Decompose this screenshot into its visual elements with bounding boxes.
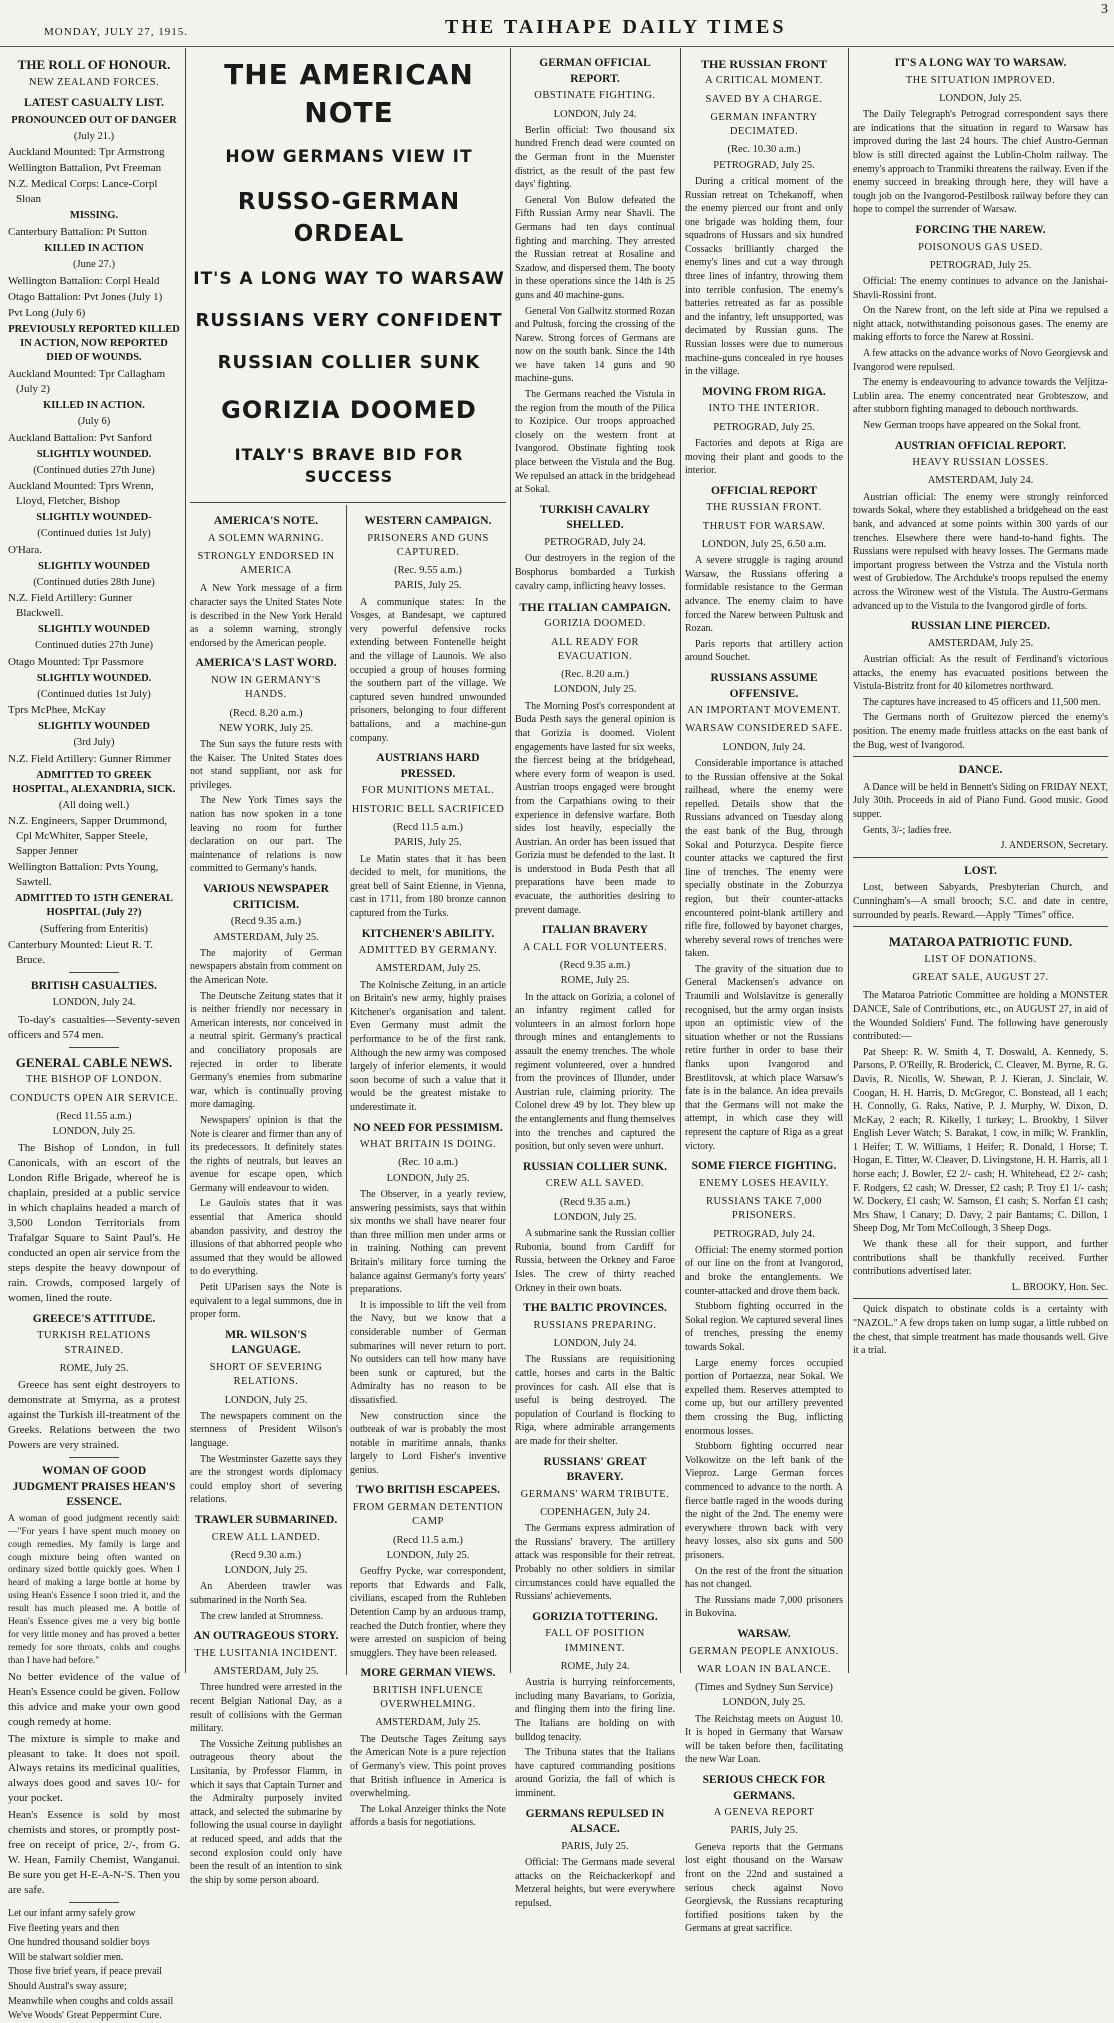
column-4 <box>685 50 843 1935</box>
verse-line: Will be stalwart soldier men. <box>8 1951 124 1963</box>
column-rule <box>346 505 347 1675</box>
article-subtitle: A GENEVA REPORT <box>713 1807 815 1819</box>
article-subtitle: GERMANS' WARM TRIBUTE. <box>520 1488 670 1500</box>
article-title: WESTERN CAMPAIGN. <box>364 515 492 527</box>
article-title: RUSSIANS' GREAT BRAVERY. <box>543 1455 647 1484</box>
article-text: The Germans reached the Vistula in the region from the mouth of the Pilica to Kozipice. Our troops approached closely on the western front at Ivangorod. Obstinate fighting took place between the Vistula and the Bug. We repulsed an attack in the bridgehead at Sokal. <box>515 389 675 496</box>
verse-line: Meanwhile when coughs and colds assail <box>8 1995 174 2007</box>
dateline: LONDON, July 25. <box>52 1126 136 1138</box>
casualty-category: PREVIOUSLY REPORTED KILLED IN ACTION, NOW REPORTED DIED OF WOUNDS. <box>8 323 180 364</box>
received-time: (Recd 11.5 a.m.) <box>393 822 463 833</box>
casualty-category: MISSING. <box>69 209 119 221</box>
article-subtitle: AN IMPORTANT MOVEMENT. <box>687 705 841 717</box>
article-title: AUSTRIANS HARD PRESSED. <box>376 752 480 780</box>
article-text: It is impossible to lift the veil from the Navy, but we know that a considerable number of German submarines will never return to port. No outsiders can tell how many have been sunk or captured, but the Admiralty has no reason to be dissatisfied. <box>350 1299 506 1406</box>
advert-text: The mixture is simple to make and pleasant to take. It does not spoil. Always retains its medicinal qualities, always does good and saves 10/- for your pocket. <box>8 1732 180 1805</box>
article-title: THE BISHOP OF LONDON. <box>25 1074 163 1086</box>
dateline: LONDON, July 24. <box>553 108 637 120</box>
article-text: A severe struggle is raging around Warsaw, the Russians offering a formidable resistance to the German advance. The enemy claim to have forced the Narew between Pultusk and Rozan. <box>685 555 843 635</box>
article-title: AUSTRIAN OFFICIAL REPORT. <box>895 439 1066 452</box>
casualty-entry: O'Hara. <box>8 543 43 556</box>
article-title: OFFICIAL REPORT <box>711 484 817 497</box>
headline-2: HOW GERMANS VIEW IT <box>225 147 473 168</box>
dateline: PARIS, July 25. <box>394 837 462 849</box>
received-time: (Rec. 9.55 a.m.) <box>394 565 462 577</box>
verse-line: Should Austral's sway assure; <box>8 1981 127 1992</box>
article-text: Austrian official: As the result of Ferdinand's victorious attacks, the enemy has evacuated positions between the Vistula-Bistritz front for 40 kilometres northward. <box>853 653 1108 693</box>
dance-title: DANCE. <box>958 764 1003 777</box>
article-title: MR. WILSON'S LANGUAGE. <box>225 1328 307 1357</box>
article-subtitle: GERMAN INFANTRY DECIMATED. <box>710 111 818 138</box>
article-title: THE RUSSIAN FRONT <box>700 57 828 71</box>
casualty-category: SLIGHTLY WOUNDED <box>38 721 150 733</box>
casualty-entry: Auckland Mounted: Tpr Callagham (July 2) <box>8 368 166 396</box>
article-text: The Bishop of London, in full Canonicals, with an escort of the London Rifle Brigade, whereof he is chaplain, presided at a public service in which chaplains headed a march of 3,500 London Territorials from Trafalgar Square to Saint Paul's. He conducted an open air service from the steps despite the heavy downpour of rain. Crowds, composed largely of women, lined the route. <box>8 1142 180 1304</box>
verse-line: Five fleeting years and then <box>8 1922 120 1934</box>
article-text: General Von Bulow defeated the Fifth Russian Army near Shavli. The Germans had ten days continual fighting and marching. They arrested the Russian retreat at Rosaline and Szadow, and dispersed them. The booty in these operations since the 14th is 25 guns and 40 machine-guns. <box>515 194 675 301</box>
casualty-date: (June 27.) <box>73 259 115 271</box>
article-subtitle: ENEMY LOSES HEAVILY. <box>699 1177 829 1189</box>
casualty-entry: Otago Mounted: Tpr Passmore <box>8 655 144 668</box>
received-time: (Times and Sydney Sun Service) <box>695 1682 833 1694</box>
fund-text: The Mataroa Patriotic Committee are holding a MONSTER DANCE, Sale of Contributions, etc., on AUGUST 27, in aid of the Wounded Soldiers' Fund. The following have generously contributed:— <box>853 990 1108 1043</box>
article-subtitle: FROM GERMAN DETENTION CAMP <box>352 1502 504 1528</box>
dateline: LONDON, July 25, 6.50 a.m. <box>701 538 827 550</box>
fund-signature: L. BROOKY, Hon. Sec. <box>1011 1281 1108 1293</box>
article-subtitle: TURKISH RELATIONS STRAINED. <box>37 1330 151 1356</box>
casualty-category: SLIGHTLY WOUNDED <box>38 560 150 572</box>
article-subtitle: ADMITTED BY GERMANY. <box>358 945 498 957</box>
casualty-category: SLIGHTLY WOUNDED. <box>36 448 152 460</box>
headline-7: GORIZIA DOOMED <box>221 395 477 424</box>
casualty-entry: Pvt Long (July 6) <box>8 306 86 319</box>
article-text: Petit UParisen says the Note is equivalent to a legal summons, due in proper form. <box>190 1282 342 1321</box>
article-text: Le Gaulois states that it was essential that America should abandon passivity, and destroy the illusions of that abhorred people who assumed that they would be allowed to do everything. <box>190 1198 342 1278</box>
article-subtitle: WHAT BRITAIN IS DOING. <box>359 1139 497 1151</box>
article-title: TWO BRITISH ESCAPEES. <box>355 1484 501 1497</box>
article-text: The Observer, in a yearly review, answering pessimists, says that within six months we shall have nearer four than three million men under arms or in training. Nothing can prevent Britain's military force turning the balance against Germany's forty years' preparations. <box>350 1189 506 1296</box>
dateline: PETROGRAD, July 25. <box>713 159 815 171</box>
casualty-category: KILLED IN ACTION. <box>43 400 145 412</box>
casualty-category: PRONOUNCED OUT OF DANGER <box>11 114 177 126</box>
dateline: AMSTERDAM, July 25. <box>213 1666 319 1678</box>
dateline: LONDON, July 25. <box>224 1565 308 1577</box>
divider <box>69 1902 119 1903</box>
article-subtitle: HISTORIC BELL SACRIFICED <box>351 803 505 815</box>
article-subtitle: STRONGLY ENDORSED IN AMERICA <box>197 550 335 577</box>
headline-block <box>192 50 506 502</box>
article-text: Official: The enemy stormed portion of our line on the front at Ivangorod, and broke the entanglements. We counter-attacked and drove them back. <box>685 1244 843 1297</box>
dateline: AMSTERDAM, July 25. <box>927 637 1034 649</box>
lost-title: LOST. <box>964 864 997 877</box>
article-text: The Reichstag meets on August 10. It is hoped in Germany that Warsaw will be taken before then, facilitating the new War Loan. <box>685 1713 843 1766</box>
latest-list-title: LATEST CASUALTY LIST. <box>23 96 165 109</box>
article-text: A few attacks on the advance works of Novo Georgievsk and Ivangorod were repulsed. <box>853 348 1108 373</box>
casualty-entry: Otago Battalion: Pvt Jones (July 1) <box>8 290 163 303</box>
section-divider <box>190 502 506 503</box>
divider <box>853 1298 1108 1299</box>
page-number: 3 <box>1101 2 1108 17</box>
article-text: On the Narew front, on the left side at Pina we repulsed a night attack, notwithstanding poisonous gases. The enemy are making efforts to force the Narew at Rossini. <box>853 305 1108 344</box>
casualty-date: (3rd July) <box>73 737 115 749</box>
article-title: ITALIAN BRAVERY <box>541 924 649 937</box>
received-time: (Rec. 8.20 a.m.) <box>561 669 629 681</box>
dateline: PARIS, July 25. <box>561 1840 629 1852</box>
headline-8: ITALY'S BRAVE BID FOR SUCCESS <box>234 445 464 487</box>
fund-subtitle: GREAT SALE, AUGUST 27. <box>912 972 1049 984</box>
article-text: Large enemy forces occupied portion of Portaezza, near Sokal. We expelled them. Reserves attempted to come up, but our artillery prevented them crossing the Bug, inflicting enormous losses. <box>685 1357 843 1437</box>
casualty-entry: N.Z. Engineers, Sapper Drummond, Cpl McWhiter, Sapper Steele, Sapper Jenner <box>8 815 168 858</box>
article-text: A New York message of a firm character says the United States Note is described in the New York Herald as a solemn warning, strongly endorsed by the American people. <box>190 583 342 649</box>
article-title: TRAWLER SUBMARINED. <box>194 1514 338 1527</box>
article-text: A submarine sank the Russian collier Rubonia, bound from Cardiff for Russia, between the Orkney and Faroe Isles. The crew of thirty reached Orkney in their own boats. <box>515 1228 675 1294</box>
article-text: The newspapers comment on the sternness of President Wilson's language. <box>190 1410 342 1450</box>
received-time: (Rec. 10.30 a.m.) <box>727 144 801 156</box>
fund-text: We thank these all for their support, and further contributions shall be thankfully received. Further contributions advertised later. <box>853 1239 1108 1278</box>
casualty-entry: Wellington Battalion, Pvt Freeman <box>8 162 162 175</box>
masthead <box>0 0 1114 47</box>
dateline: PETROGRAD, July 25. <box>713 421 815 433</box>
article-text: A communique states: In the Vosges, at Bandesapt, we captured very powerful defensive rocks extending between Fontenelle height and the village of Launois. We also occupied a group of houses forming the southern part of the village. We captured seven hundred unwounded prisoners, belonging to four different battalions, and a machine-gun company. <box>350 596 506 744</box>
casualty-entry: Tprs McPhee, McKay <box>8 704 106 717</box>
article-text: Austria is hurrying reinforcements, including many Bavarians, to Gorizia, and flinging them into the firing line. The Italians are holding on with bulldog tenacity. <box>515 1677 675 1743</box>
article-subtitle: CREW ALL SAVED. <box>545 1178 645 1190</box>
article-title: GREECE'S ATTITUDE. <box>32 1312 156 1325</box>
article-subtitle: A SOLEMN WARNING. <box>208 532 324 544</box>
article-subtitle: RUSSIANS TAKE 7,000 PRISONERS. <box>705 1196 823 1222</box>
article-text: Geneva reports that the Germans lost eight thousand on the Warsaw front on the 22nd and sustained a serious check against Novo Georgievsk, the Russians recapturing fortified positions taken by the Germans at great sacrifice. <box>685 1841 843 1935</box>
article-subtitle: INTO THE INTERIOR. <box>708 403 820 415</box>
article-text: The Daily Telegraph's Petrograd correspondent says there are indications that the situation in regard to Warsaw has improved during the last 24 hours. The chief Austro-German blow is still directed against the Lublin-Cholm railway. The enemy's approach to Tranmiki threatens the railway. Even if the enemy succeed in breaking through here, they will have a tough job on the Ivangorod-Pestilbosk railway before they can hope to compel the surrender of Warsaw. <box>853 109 1108 216</box>
casualty-category: ADMITTED TO GREEK HOSPITAL, ALEXANDRIA, SICK. <box>12 769 176 795</box>
article-subtitle: BRITISH INFLUENCE OVERWHELMING. <box>372 1684 484 1711</box>
received-time: (Recd 11.55 a.m.) <box>56 1110 132 1122</box>
dateline: LONDON, July 25. <box>386 1172 470 1184</box>
article-title: TURKISH CAVALRY SHELLED. <box>539 503 651 532</box>
article-text: New construction since the outbreak of war is probably the most notable in maritime annals, thanks largely to Lord Fisher's inventive genius. <box>350 1410 506 1476</box>
headline-3: RUSSO-GERMAN ORDEAL <box>237 189 461 247</box>
casualty-date: (Suffering from Enteritis) <box>40 923 148 935</box>
casualty-category: ADMITTED TO 15TH GENERAL HOSPITAL (July 2?) <box>14 893 174 919</box>
article-title: MOVING FROM RIGA. <box>702 385 826 398</box>
advert-text: Hean's Essence is sold by most chemists and stores, or promptly post-free on receipt of price, 2/-, from G. W. Hean, Family Chemist, Wanganui. Be sure you get H-E-A-N-'S. Then you are safe. <box>8 1809 180 1897</box>
article-title: GERMAN OFFICIAL REPORT. <box>539 57 651 85</box>
roll-title: THE ROLL OF HONOUR. <box>17 57 171 72</box>
fund-subtitle: LIST OF DONATIONS. <box>924 953 1037 965</box>
advert-title: WOMAN OF GOOD JUDGMENT PRAISES HEAN'S ESSENCE. <box>12 1464 176 1509</box>
article-subtitle: PRISONERS AND GUNS CAPTURED. <box>367 532 489 558</box>
article-subtitle: ALL READY FOR EVACUATION. <box>551 636 639 662</box>
article-subtitle: FALL OF POSITION IMMINENT. <box>545 1628 645 1654</box>
received-time: (Recd 11.5 a.m.) <box>393 1534 463 1546</box>
headline-5: RUSSIANS VERY CONFIDENT <box>195 309 503 331</box>
article-title: AMERICA'S LAST WORD. <box>195 657 337 670</box>
received-time: (Rec. 10 a.m.) <box>398 1157 458 1169</box>
article-subtitle: A CALL FOR VOLUNTEERS. <box>522 941 668 953</box>
received-time: (Recd 9.30 a.m.) <box>230 1549 302 1561</box>
casualty-entry: N.Z. Medical Corps: Lance-Corpl Sloan <box>8 178 158 205</box>
article-text: The Sun says the future rests with the Kaiser. The United States does not stand suppliant, nor ask for privileges. <box>190 739 342 791</box>
article-title: BRITISH CASUALTIES. <box>30 979 158 992</box>
fund-title: MATAROA PATRIOTIC FUND. <box>888 934 1073 950</box>
casualty-entry: Canterbury Mounted: Lieut R. T. Bruce. <box>8 938 154 966</box>
issue-date: MONDAY, JULY 27, 1915. <box>44 26 188 38</box>
heans-essence-advert <box>8 1464 180 1898</box>
headline-6: RUSSIAN COLLIER SUNK <box>217 352 481 374</box>
divider <box>69 1457 119 1458</box>
column-rule <box>510 48 511 1673</box>
article-text: The Germans north of Gruitezow pierced the enemy's position. The enemy made fruitless attacks on the east bank of the Bug, west of Ivangorod. <box>853 712 1108 751</box>
article-title: AMERICA'S NOTE. <box>213 515 319 527</box>
article-text: The enemy is endeavouring to advance towards the Veljitza-Lublin area. The enemy concentrated near Grobteszow, and after stubborn fighting managed to debouch northwards. <box>853 377 1108 416</box>
article-subtitle: GERMAN PEOPLE ANXIOUS. <box>689 1645 839 1657</box>
casualty-date: (Continued duties 27th June) <box>33 464 155 476</box>
article-text: The Lokal Anzeiger thinks the Note affords a basis for negotiations. <box>350 1803 506 1829</box>
article-text: Paris reports that artillery action around Souchet. <box>685 638 843 664</box>
article-text: The Russians made 7,000 prisoners in Bukovina. <box>685 1594 843 1620</box>
article-title: THE BALTIC PROVINCES. <box>523 1302 667 1315</box>
article-text: During a critical moment of the Russian retreat on Tchekanoff, when the enemy pierced our front and only one brigade was holding them, four squadrons of Hussars and six hundred Cossacks brilliantly charged the enemy's lines and cut a way through three lines of infantry, throwing them into terrible confusion. The enemy's batteries retreated as far as possible and the infantry, left unsupported, was decimated by Russian guns. The Russian losses were due to numerous machine-guns concealed in rye houses in the village. <box>685 175 843 378</box>
received-time: (Recd 9.35 a.m.) <box>230 916 302 928</box>
article-text: Geoffry Pycke, war correspondent, reports that Edwards and Falk, civilians, escaped from the Ruhleben Detention Camp by an arduous tramp, reached the Dutch frontier, where they were arrested on suspicion of being smugglers. They have been released. <box>350 1566 506 1659</box>
column-5 <box>853 50 1108 1670</box>
article-text: Official: The enemy continues to advance on the Janishai-Shavli-Rossini front. <box>853 276 1108 301</box>
article-subtitle: THRUST FOR WARSAW. <box>702 520 826 532</box>
casualty-date: (All doing well.) <box>58 800 130 812</box>
article-title: FORCING THE NAREW. <box>915 223 1046 236</box>
article-title: WARSAW. <box>737 1627 791 1640</box>
article-title: THE ITALIAN CAMPAIGN. <box>519 600 671 615</box>
article-text: Austrian official: The enemy were strongly reinforced towards Sokal, where they established a bridgehead on the east bank, and advanced at some points within 300 yards of our trenches. Elsewhere there were hand-to-hand fights. The Russians were repulsed with heavy losses. The Germans made important progress between the Vstrza and the Vistula north west of Grubiedow. The Archduke's troops repulsed the enemy across the Wironew west of the Vistula. The Austro-Germans advanced up to the Vistula to the Ivangorod girdle of forts. <box>853 491 1108 612</box>
article-subtitle: THE LUSITANIA INCIDENT. <box>194 1647 338 1659</box>
article-title: AN OUTRAGEOUS STORY. <box>193 1630 339 1643</box>
article-text: In the attack on Gorizia, a colonel of an infantry regiment called for volunteers in an almost forlorn hope through mines and entanglements to assault the enemy trenches. The whole regiment volunteered, over a hundred from the provinces of Illunder, under Austrian rule, claiming priority. The Colonel drew 49 by lot. They blew up the entanglements and flung themselves into the trenches and captured the position, but only seven were unhurt. <box>515 991 675 1153</box>
article-text: Stubborn fighting occurred near Volkowitze on the left bank of the Vieproz. Large German forces commenced to advance to the north. A fierce battle raged in the woods during the night of the 2nd. The enemy were everywhere thrown back with very heavy losses, also six guns and 500 prisoners. <box>685 1441 843 1561</box>
dateline: LONDON, July 25. <box>224 1394 308 1406</box>
article-text: The Vossiche Zeitung publishes an outrageous theory about the Lusitania, by Professor Flamm, in which it says that Captain Turner and the Admiralty purposely invited attack, and selected the submarine by following the usual course in daylight at reduced speed, and adds that the second explosion could only have been the result of an intention to sink the ship by some person aboard. <box>190 1738 342 1886</box>
casualty-entry: Auckland Battalion: Pvt Sanford <box>8 431 152 444</box>
casualty-date: Continued duties 27th June) <box>34 640 154 652</box>
article-text: Official: The Germans made several attacks on the Reichackerkopf and Metzeral heights, but were everywhere repulsed. <box>515 1857 675 1909</box>
headline-4: IT'S A LONG WAY TO WARSAW <box>193 268 505 289</box>
article-title: NO NEED FOR PESSIMISM. <box>353 1121 503 1134</box>
article-text: The gravity of the situation due to General Mackensen's advance on Traumili and Wolslavitze is generally recognised, but the army organ insists upon an optimistic view of the situation whether or not the Russians retire further in order to base their flanks upon Ivangorod and Brestlitovsk, at which place Warsaw's fate is in the balance. An idea prevails that the Germans will not make the attempt, in which case they will represent the capture of Riga as a great victory. <box>685 963 843 1152</box>
article-title: KITCHENER'S ABILITY. <box>361 927 495 940</box>
article-text: The captures have increased to 45 officers and 11,500 men. <box>863 696 1101 708</box>
lost-text: Lost, between Sabyards, Presbyterian Church, and Cunningham's—A small brooch; S.C. and date in centre, surrounded by pearls. Reward.—Apply "Times" office. <box>853 882 1108 921</box>
divider <box>853 857 1108 858</box>
article-title: IT'S A LONG WAY TO WARSAW. <box>894 57 1067 69</box>
article-title: MORE GERMAN VIEWS. <box>360 1667 496 1680</box>
article-text: The Westminster Gazette says they are the strongest words diplomacy could employ short of severing relations. <box>190 1453 342 1506</box>
casualty-entry: Canterbury Battalion: Pt Sutton <box>8 226 148 239</box>
advert-text: No better evidence of the value of Hean's Essence could be given. Follow this advice and make your own good cough remedy at home. <box>8 1670 180 1728</box>
dateline: COPENHAGEN, July 24. <box>540 1507 650 1519</box>
article-title: RUSSIANS ASSUME OFFENSIVE. <box>710 671 818 700</box>
column-2a <box>190 508 342 1886</box>
article-text: The majority of German newspapers abstain from comment on the American Note. <box>190 947 342 986</box>
article-subtitle: A CRITICAL MOMENT. <box>705 75 823 87</box>
dateline: LONDON, July 25. <box>386 1549 470 1561</box>
dateline: LONDON, July 25. <box>553 684 637 696</box>
divider <box>69 1047 119 1048</box>
dateline: LONDON, July 25. <box>722 1697 806 1709</box>
donor-list: Pat Sheep: R. W. Smith 4, T. Doswald, A. Kennedy, S. Parsons, P. O'Reilly, R. Broderick, C. Cleaver, M. Byrne, R. G. Davis, R. Nicolls, W. Shewan, P. J. Kieran, J. Sinclair, W. Coogan, H. H. Harris, D. McGregor, C. Bonstead, all 1 each; H. Connolly, G. Raks, Native, P. J. Murphy, W. Dixon, D. McKay, 2 each; R. Kikelly, 1 turkey; L. Brookby, 1 Silver English Lever Watch; S. Barakat, 1 cow, in milk; W. Franklin, 1 Heifer; T. W. Williams, 1 Heifer; R. Donald, 1 Horse; T. Hogan, E. Titter, W. Cleaver, D. Livingstone, H. H. Harris, all 1 horse each; J. Bowler, £2 2/- cash; H. Whitehead, £2 2/- cash; F. Rodgers, £2 cash; W. Dresser, £2 cash; P. Troy £1 1/- cash; W. Dockery, £1 cash; W. Samson, £1 cash; S. Norfan £1 cash; Mrs Shaw, 1 Canary; D. Davy, 2 pair Bantams; C. Dillon, 1 Sheep Dog, Mr Tom McCollough, 3 Sheep Dogs. <box>853 1046 1109 1235</box>
article-text: Three hundred were arrested in the recent Belgian National Day, as a result of collisions with the German military. <box>190 1682 342 1735</box>
casualty-category: SLIGHTLY WOUNDED <box>38 624 150 636</box>
article-text: New German troops have appeared on the Sokal front. <box>863 420 1081 431</box>
verse-line: One hundred thousand soldier boys <box>8 1937 150 1949</box>
dateline: LONDON, July 25. <box>939 92 1022 104</box>
casualty-date: (Continued duties 1st July) <box>37 688 151 700</box>
article-text: To-day's casualties—Seventy-seven officers and 574 men. <box>8 1013 180 1041</box>
article-subtitle: GORIZIA DOOMED. <box>544 618 646 630</box>
dance-text: Gents, 3/-; ladies free. <box>863 824 952 836</box>
casualty-entry: N.Z. Field Artillery: Gunner Rimmer <box>8 752 172 765</box>
casualty-date: (July 6) <box>77 416 111 428</box>
article-text: The Deutsche Zeitung states that it is neither friendly nor necessary in American interests, nor conceived in a neutral spirit. Germany's practical and conciliatory proposals are rejected in order to liberate Germany's enemies from submarine war, which is continually proving more damaging. <box>190 990 342 1111</box>
article-subtitle: THE SITUATION IMPROVED. <box>905 74 1056 86</box>
dateline: LONDON, July 24. <box>52 997 136 1009</box>
article-text: Stubborn fighting occurred in the Sokal region. We captured several lines of trenches, pressing the enemy towards Sokal. <box>685 1301 843 1354</box>
casualty-date: (July 21.) <box>73 130 115 142</box>
dateline: AMSTERDAM, July 25. <box>375 1717 481 1729</box>
article-text: The Tribuna states that the Italians have captured commanding positions around Gorizia, the fall of which is imminent. <box>515 1747 675 1800</box>
divider <box>853 756 1108 757</box>
casualty-entry: Auckland Mounted: Tprs Wrenn, Lloyd, Fletcher, Bishop <box>8 480 154 508</box>
dateline: PETROGRAD, July 25. <box>929 259 1032 271</box>
column-rule <box>848 48 849 1673</box>
advert-quote: A woman of good judgment recently said:—"For years I have spent much money on cough remedies. My family is large and cough mixture being often wanted on ordinary sized bottle quickly goes. When I heard of making a large bottle at home by using Hean's Essence I soon tried it, and the result has much pleased me. A bottle of Hean's Essence gives me a very big bottle for very little money and has proved a better remedy for sore throats, colds and coughs than I have had before." <box>8 1513 180 1666</box>
article-text: The New York Times says the nation has now spoken in a tone leaving no room for further declaration on our part. The maintenance of relations is now committed to Germany's hands. <box>190 795 342 875</box>
section-title: GENERAL CABLE NEWS. <box>15 1054 173 1070</box>
column-1 <box>8 50 180 2022</box>
column-rule <box>680 48 681 1673</box>
column-rule <box>185 48 186 1673</box>
peppermint-cure-verse <box>8 1907 180 2023</box>
dateline: LONDON, July 24. <box>722 741 806 753</box>
article-text: The Germans express admiration of the Russians' bravery. The artillery attack was responsible for their retreat. Probably no other soldiers in similar circumstances could have equalled the Russians' achievements. <box>515 1523 675 1603</box>
divider <box>69 972 119 973</box>
verse-line: Let our infant army safely grow <box>8 1908 136 1920</box>
dateline: PARIS, July 25. <box>730 1825 798 1837</box>
article-text: Considerable importance is attached to the Russian offensive at the Sokal railhead, where the enemy were repelled. Details show that the Russians advanced on Tuesday along the east bank of the Bug, through Sokal and Poturzyca. Despite fierce counter attacks we captured the first line of trenches. The enemy were specially obstinate in the Zoburzya region, but their counter-attacks encountered point-blank artillery and rifle fire, followed by bayonet charges, whereby several rows of trenches were taken. <box>685 757 843 960</box>
article-title: GERMANS REPULSED IN ALSACE. <box>525 1807 665 1836</box>
dateline: PARIS, July 25. <box>394 580 462 592</box>
article-text: The Russians are requisitioning cattle, horses and carts in the Baltic provinces for cash. All else that is useful is being destroyed. The population of Courland is flocking to Riga, where admirable arrangements are made for their shelter. <box>515 1354 675 1447</box>
article-subtitle: NOW IN GERMANY'S HANDS. <box>210 675 322 701</box>
dateline: AMSTERDAM, July 25. <box>213 931 319 943</box>
casualty-list <box>8 114 180 968</box>
dateline: LONDON, July 24. <box>553 1338 637 1350</box>
article-text: Factories and depots at Riga are moving their plant and goods to the interior. <box>685 437 843 477</box>
headline-1: THE AMERICAN NOTE <box>224 58 474 130</box>
article-text: An Aberdeen trawler was submarined in the North Sea. <box>190 1581 342 1607</box>
dateline: AMSTERDAM, July 25. <box>375 963 481 975</box>
article-text: Berlin official: Two thousand six hundred French dead were counted on the German front in the Muenster district, as the result of the past few days' fighting. <box>515 124 675 191</box>
article-title: RUSSIAN COLLIER SUNK. <box>522 1160 668 1173</box>
dateline: ROME, July 25. <box>560 975 630 987</box>
article-subtitle: CONDUCTS OPEN AIR SERVICE. <box>10 1092 178 1104</box>
verse-line: We've Woods' Great Peppermint Cure. <box>8 2010 162 2022</box>
casualty-entry: Wellington Battalion: Corpl Heald <box>8 274 160 287</box>
dance-signature: J. ANDERSON, Secretary. <box>1000 840 1108 852</box>
dateline: LONDON, July 25. <box>553 1211 637 1223</box>
article-title: VARIOUS NEWSPAPER CRITICISM. <box>203 883 329 911</box>
dateline: ROME, July 24. <box>560 1661 630 1672</box>
roll-subtitle: NEW ZEALAND FORCES. <box>28 76 160 88</box>
article-text: On the rest of the front the situation has not changed. <box>685 1565 843 1591</box>
casualty-entry: N.Z. Field Artillery: Gunner Blackwell. <box>8 592 133 620</box>
article-subtitle: WAR LOAN IN BALANCE. <box>697 1663 831 1675</box>
article-subtitle: OBSTINATE FIGHTING. <box>534 90 656 102</box>
article-text: The Morning Post's correspondent at Buda Pesth says the general opinion is that Gorizia is doomed. Violent engagements have lasted for six weeks, the fiercest being at the bridgehead, where every form of weapon is used. Austrian troops engaged were brought from the Carpathians owing to their experience in defensive warfare. Both sides lost heavily, especially the Austrian. An order has been issued that Gorizia must be defended to the last. It is understood in Buda Pesth that all preparations have been made to evacuate, the authorities desiring to prevent damage. <box>515 700 675 916</box>
verse-line: Those five brief years, if peace prevail <box>8 1966 163 1978</box>
article-text: The crew landed at Stromness. <box>200 1610 324 1622</box>
article-subtitle: WARSAW CONSIDERED SAFE. <box>685 723 843 735</box>
received-time: (Recd 9.35 a.m.) <box>559 960 631 972</box>
casualty-entry: Wellington Battalion: Pvts Young, Sawtell. <box>8 861 159 889</box>
casualty-date: (Continued duties 1st July) <box>37 528 151 540</box>
article-text: Le Matin states that it has been decided to melt, for munitions, the great bell of Saint Etienne, in Vienna, cast in 1711, from 180 bronze cannon captured from the Turks. <box>350 853 506 919</box>
casualty-category: KILLED IN ACTION <box>44 243 144 255</box>
article-title: SOME FIERCE FIGHTING. <box>691 1160 837 1173</box>
dateline: AMSTERDAM, July 24. <box>927 475 1034 487</box>
casualty-entry: Auckland Mounted: Tpr Armstrong <box>8 146 165 159</box>
article-text: Greece has sent eight destroyers to demonstrate at Smyrna, as a protest against the Turkish ill-treatment of the Greeks. Relations between the two Powers are very strained. <box>8 1379 180 1452</box>
article-subtitle: RUSSIANS PREPARING. <box>533 1319 657 1331</box>
dateline: ROME, July 25. <box>59 1362 129 1374</box>
article-subtitle: CREW ALL LANDED. <box>211 1531 321 1543</box>
divider <box>853 926 1108 927</box>
article-subtitle: SAVED BY A CHARGE. <box>705 93 823 105</box>
article-title: GORIZIA TOTTERING. <box>532 1610 658 1623</box>
article-text: Our destroyers in the region of the Bosphorus bombarded a Turkish cavalry camp, inflicting heavy losses. <box>515 553 675 592</box>
nazol-advert: Quick dispatch to obstinate colds is a certainty with "NAZOL." A few drops taken on lump sugar, a little rubbed on the chest, that simple treatment has made thousands well. Give it a trial. <box>853 1304 1108 1357</box>
newspaper-title: THE TAIHAPE DAILY TIMES <box>445 16 787 38</box>
article-subtitle: SHORT OF SEVERING RELATIONS. <box>209 1362 323 1388</box>
article-text: Newspapers' opinion is that the Note is clearer and firmer than any of its predecessors. It definitely states the rights of neutrals, but leaves an avenue for escape open, which Germany will endeavour to widen. <box>190 1114 342 1194</box>
received-time: (Recd. 8.20 a.m.) <box>229 707 303 719</box>
article-text: The Kolnische Zeitung, in an article on Britain's new army, highly praises Kitchener's organisation and talent. Even Germany must admit the performance to be of the first rank. Although the new army was composed largely of inferior elements, it would soon become of such a value that it would be the greatest mistake to underestimate it. <box>350 979 506 1113</box>
dance-text: A Dance will be held in Bennett's Siding on FRIDAY NEXT, July 30th. Proceeds in aid of Piano Fund. Good music. Good supper. <box>853 781 1108 820</box>
article-subtitle: THE RUSSIAN FRONT. <box>706 502 822 514</box>
dateline: NEW YORK, July 25. <box>218 722 314 734</box>
article-subtitle: FOR MUNITIONS METAL. <box>361 785 495 797</box>
article-subtitle: HEAVY RUSSIAN LOSSES. <box>912 457 1049 469</box>
article-title: RUSSIAN LINE PIERCED. <box>911 620 1050 633</box>
column-2b <box>350 508 506 1829</box>
article-text: The Deutsche Tages Zeitung says the American Note is a pure rejection of Germany's view. This point proves that British influence in America is overwhelming. <box>350 1733 506 1800</box>
column-3 <box>515 50 675 1909</box>
article-subtitle: POISONOUS GAS USED. <box>918 241 1043 253</box>
casualty-category: SLIGHTLY WOUNDED. <box>36 672 152 684</box>
article-text: General Von Gallwitz stormed Rozan and Pultusk, forcing the crossing of the Narew. Strong forces of Germans are now on the south bank. Since the 14th we have taken 14 guns and 90 machine-guns. <box>515 305 675 385</box>
received-time: (Recd 9.35 a.m.) <box>559 1196 631 1208</box>
article-title: SERIOUS CHECK FOR GERMANS. <box>702 1773 826 1802</box>
dateline: PETROGRAD, July 24. <box>713 1228 815 1240</box>
casualty-date: (Continued duties 28th June) <box>33 576 155 588</box>
casualty-category: SLIGHTLY WOUNDED- <box>36 512 152 524</box>
dateline: PETROGRAD, July 24. <box>544 537 646 549</box>
